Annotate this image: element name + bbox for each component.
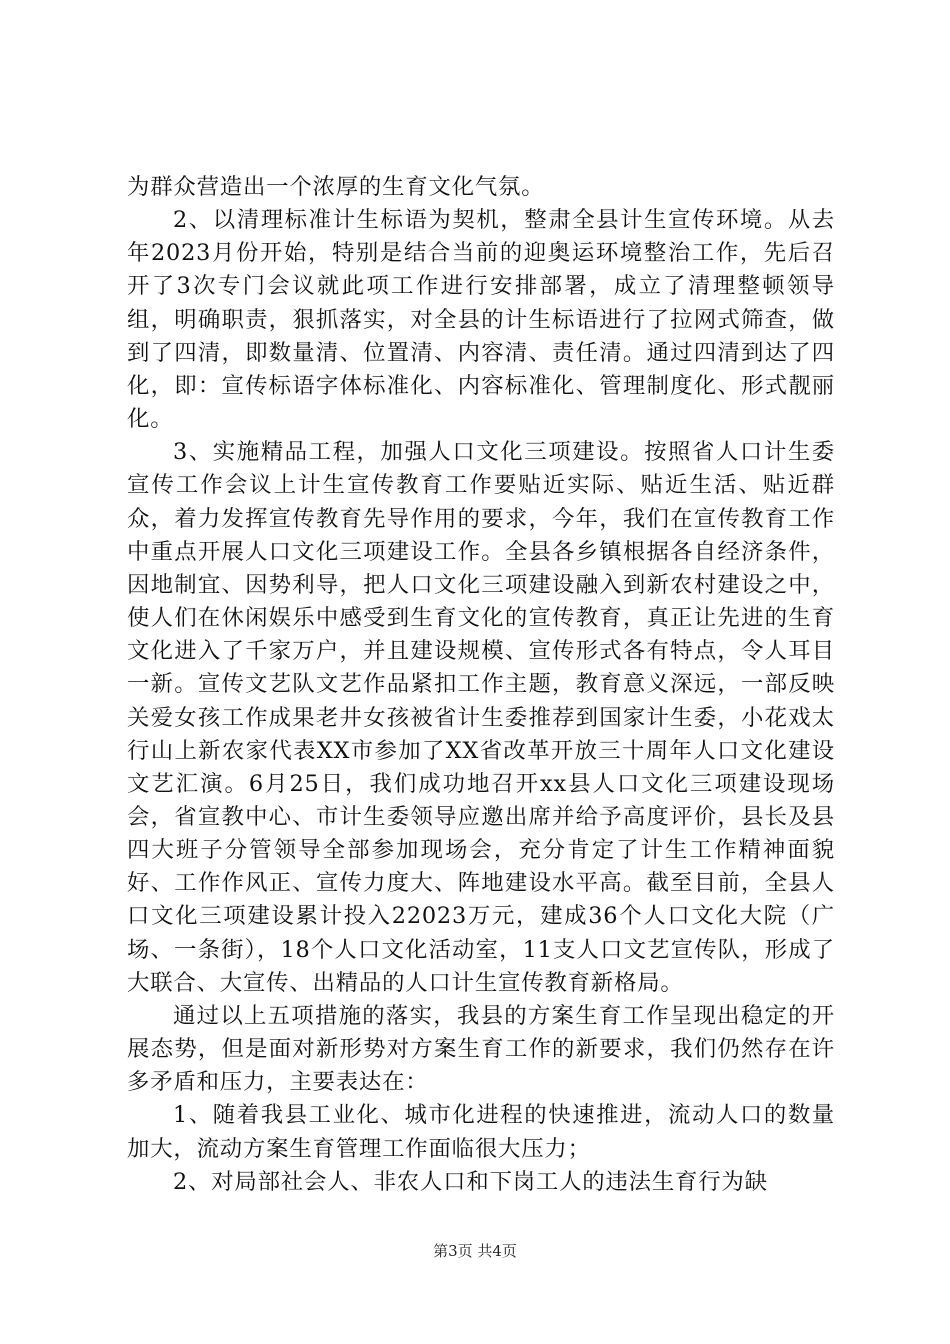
paragraph-summary: 通过以上五项措施的落实，我县的方案生育工作呈现出稳定的开展态势，但是面对新形势对方案生育工作的新要求，我们仍然存在许多矛盾和压力，主要表达在： [127,1002,835,1096]
paragraph-item-3: 3、实施精品工程，加强人口文化三项建设。按照省人口计生委宣传工作会议上计生宣传教育工作要贴近实际、贴近生活、贴近群众，着力发挥宣传教育先导作用的要求，今年，我们在宣传教育工作中重点开展人口文化三项建设工作。全县各乡镇根据各自经济条件，因地制宜、因势利导，把人口文化三项建设融入到新农村建设之中，使人们在休闲娱乐中感受到生育文化的宣传教育，真正让先进的生育文化进入了千家万户，并且建设规模、宣传形式各有特点，令人耳目一新。宣传文艺队文艺作品紧扣工作主题，教育意义深远，一部反映关爱女孩工作成果老井女孩被省计生委推荐到国家计生委，小花戏太行山上新农家代表XX市参加了XX省改革开放三十周年人口文化建设文艺汇演。6月25日，我们成功地召开xx县人口文化三项建设现场会，省宣教中心、市计生委领导应邀出席并给予高度评价，县长及县四大班子分管领导全部参加现场会，充分肯定了计生工作精神面貌好、工作作风正、宣传力度大、阵地建设水平高。截至目前，全县人口文化三项建设累计投入22023万元，建成36个人口文化大院（广场、一条街），18个人口文化活动室，11支人口文艺宣传队，形成了大联合、大宣传、出精品的人口计生宣传教育新格局。 [127,439,835,996]
paragraph-problem-2: 2、对局部社会人、非农人口和下岗工人的违法生育行为缺 [173,1168,768,1195]
paragraph-continuation: 为群众营造出一个浓厚的生育文化气氛。 [127,174,545,200]
document-body [127,171,835,1199]
page-footer: 第3页 共4页 [433,1242,517,1260]
paragraph-problem-1: 1、随着我县工业化、城市化进程的快速推进，流动人口的数量加大，流动方案生育管理工作面临很大压力； [127,1102,835,1162]
paragraph-item-2: 2、以清理标准计生标语为契机，整肃全县计生宣传环境。从去年2023月份开始，特别是结合当前的迎奥运环境整治工作，先后召开了3次专门会议就此项工作进行安排部署，成立了清理整顿领导组，明确职责，狠抓落实，对全县的计生标语进行了拉网式筛查，做到了四清，即数量清、位置清、内容清、责任清。通过四清到达了四化，即：宣传标语字体标准化、内容标准化、管理制度化、形式靓丽化。 [127,207,835,433]
